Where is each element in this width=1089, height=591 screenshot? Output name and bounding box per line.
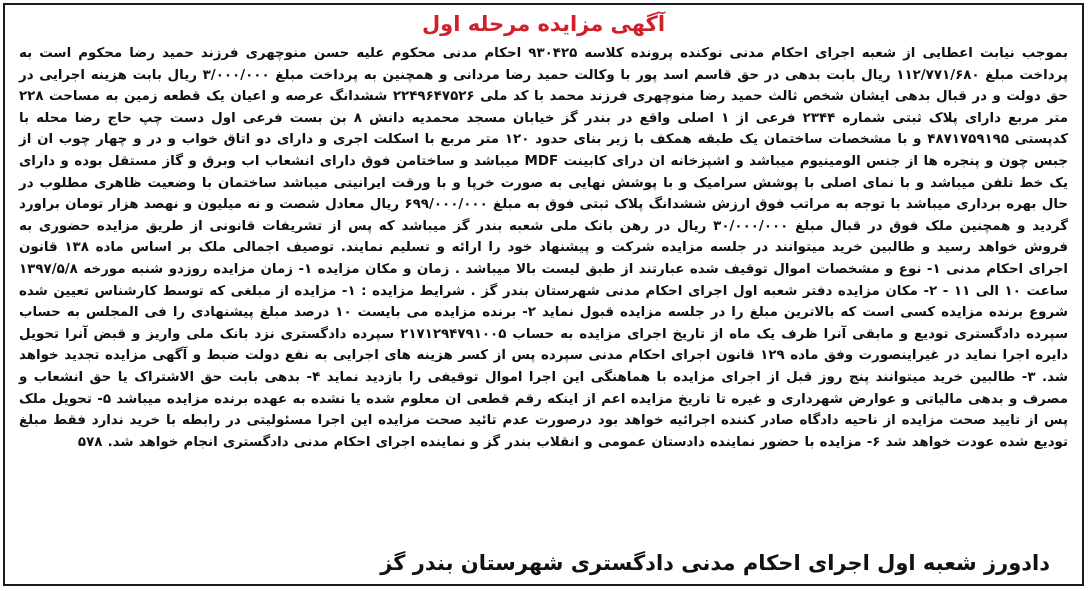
notice-signature: دادورز شعبه اول اجرای احکام مدنی دادگستری شهرستان بندر گز: [380, 551, 1050, 575]
notice-body: [19, 43, 1068, 453]
notice-frame: [3, 3, 1084, 586]
notice-body-paragraph: بموجب نیابت اعطایی از شعبه اجرای احکام مدنی نوکنده پرونده کلاسه ۹۳۰۴۲۵ احکام مدنی محکوم علیه حسن منوچهری فرزند حمید رضا محکوم است به پرداخت مبلغ ۱۱۲/۷۷۱/۶۸۰ ریال بابت بدهی در حق قاسم اسد پور با وکالت حمید رضا مردانی و همچنین به پرداخت مبلغ ۳/۰۰۰/۰۰۰ ریال بابت هزینه اجرایی در حق دولت و در قبال بدهی ایشان شخص ثالث حمید رضا منوچهری فرزند محمد با کد ملی ۲۲۴۹۶۴۷۵۲۶ ششدانگ عرصه و اعیان یک قطعه زمین به مساحت ۲۲۸ متر مربع دارای پلاک ثبتی شماره ۲۳۴۴ فرعی از ۱ اصلی واقع در بندر گز خیابان مسجد محمدیه دانش ۸ بن بست فرعی اول دست چپ حاج رضا محله با کدپستی ۴۸۷۱۷۵۹۱۹۵ و با مشخصات ساختمان یک طبقه همکف با زیر بنای حدود ۱۲۰ متر مربع با اسکلت اجری و دارای دو اتاق خواب و در و چهار چوب ان از جبس چون و پنجره ها از جنس الومینیوم میباشد و اشپزخانه ان درای کابینت MDF میباشد و ساختامن فوق دارای انشعاب اب وبرق و گاز مستقل بوده و دارای یک خط تلفن میباشد و با نمای اصلی با پوشش سرامیک و با پوشش نهایی به صورت خرپا و با ورقت ایرانیتی میباشد ساختمان با وضعیت ظاهری مطلوب در حال بهره برداری میباشد با توجه به مراتب فوق ارزش ششدانگ پلاک ثبتی فوق به مبلغ ۶۹۹/۰۰۰/۰۰۰ ریال معادل شصت و نه میلیون و نهصد هزار تومان براورد گردید و همچنین ملک فوق در قبال مبلغ ۳۰/۰۰۰/۰۰۰ ریال در رهن بانک ملی شعبه بندر گز میباشد که پس از تشریفات قانونی از طریق مزایده حضوری به فروش خواهد رسید و طالبین خرید میتوانند در جلسه مزایده شرکت و پیشنهاد خود را ارائه و تسلیم نمایند. توصیف اجمالی ملک بر اساس ماده ۱۳۸ قانون اجرای احکام مدنی ۱- نوع و مشخصات اموال توقیف شده عبارتند از طبق لیست بالا میباشد . زمان و مکان مزایده ۱- زمان مزایده روزدو شنبه مورخه ۱۳۹۷/۵/۸ ساعت ۱۰ الی ۱۱ - ۲- مکان مزایده دفتر شعبه اول اجرای احکام مدنی شهرستان بندر گز . شرایط مزایده : ۱- مزایده از مبلغی که توسط کارشناس تعیین شده شروع برنده مزایده کسی است که بالاترین مبلغ را در جلسه مزایده قبول نماید ۲- برنده مزایده می بایست ۱۰ درصد مبلغ پیشنهادی را فی المجلس به حساب سپرده دادگستری تودیع و مابقی آنرا ظرف یک ماه از تاریخ اجرای مزایده به حساب ۲۱۷۱۲۹۴۷۹۱۰۰۵ سپرده دادگستری نزد بانک ملی واریز و قبض آنرا تحویل دایره اجرا نماید در غیراینصورت وفق ماده ۱۲۹ قانون اجرای احکام مدنی سپرده پس از کسر هزینه های اجرایی به نفع دولت ضبط و آگهی مزایده تجدید خواهد شد. ۳- طالبین خرید میتوانند پنج روز قبل از اجرای مزایده با هماهنگی این اجرا اموال توقیفی را بازدید نماید ۴- بدهی بابت حق الاشتراک یا حق انشعاب و مصرف و بدهی مالیاتی و عوارض شهرداری و غیره تا تاریخ مزایده اعم از اینکه رقم قطعی ان معلوم شده یا نشده به عهده برنده مزایده میباشد ۵- تحویل ملک پس از تایید صحت مزایده از ناحیه دادگاه صادر کننده اجرائیه خواهد بود درصورت عدم تائید صحت مزایده این اجرا مسئولیتی در رابطه با خرید ندارد فقط مبلغ تودیع شده عودت خواهد شد ۶- مزایده با حضور نماینده دادستان عمومی و انقلاب بندر گز و نماینده اجرای احکام مدنی دادگستری انجام خواهد شد. ۵۷۸: [19, 46, 1069, 450]
notice-title: آگهی مزایده مرحله اول: [421, 12, 666, 36]
